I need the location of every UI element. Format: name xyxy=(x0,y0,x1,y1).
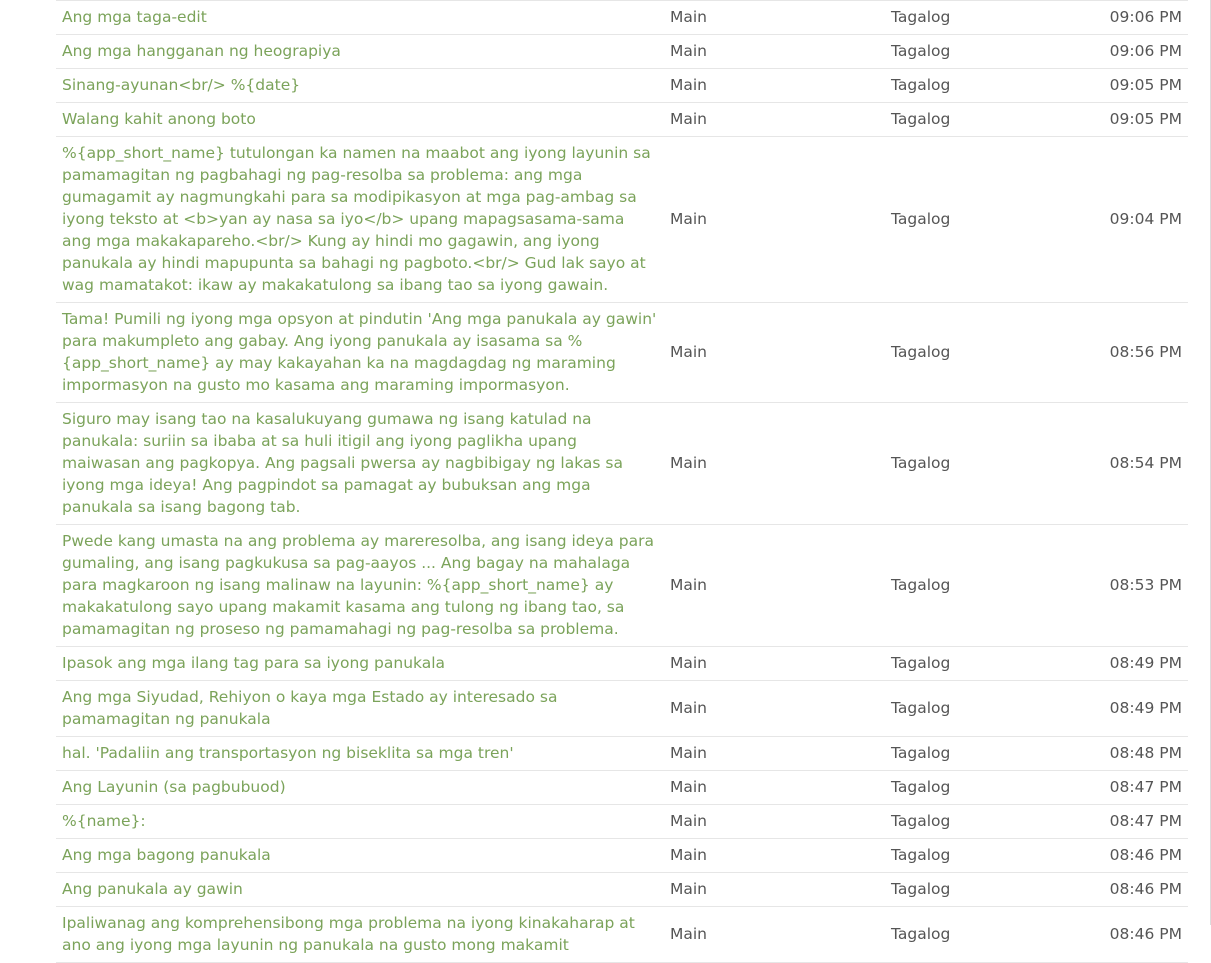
translation-text-link[interactable]: Pwede kang umasta na ang problema ay mareresolba, ang isang ideya para gumaling, ang isang pagkukusa sa pag-aayos ... Ang bagay na mahalaga para magkaroon ng isang malinaw na layunin: %{app_short_name} ay makakatulong sayo upang makamit kasama ang tulong ng ibang tao, sa pamamagitan ng proseso ng pamamahagi ng pag-resolba sa problema. xyxy=(62,532,654,638)
translation-text-link[interactable]: Ang panukala ay gawin xyxy=(62,880,243,898)
time-cell: 09:05 PM xyxy=(1049,103,1188,137)
language-cell: Tagalog xyxy=(885,403,1049,525)
source-cell: Main xyxy=(664,681,885,737)
translation-text-link[interactable]: Ipasok ang mga ilang tag para sa iyong panukala xyxy=(62,654,446,672)
time-cell: 09:05 PM xyxy=(1049,69,1188,103)
translation-text-link[interactable]: Ang mga Siyudad, Rehiyon o kaya mga Estado ay interesado sa pamamagitan ng panukala xyxy=(62,688,558,728)
source-cell: Main xyxy=(664,873,885,907)
time-cell: 08:49 PM xyxy=(1049,647,1188,681)
translation-text-link[interactable]: Sinang-ayunan<br/> %{date} xyxy=(62,76,301,94)
translation-text-link[interactable]: Ang mga bagong panukala xyxy=(62,846,271,864)
time-cell: 08:49 PM xyxy=(1049,681,1188,737)
table-row xyxy=(56,805,1188,839)
translation-text-cell xyxy=(56,1,664,35)
source-cell: Main xyxy=(664,303,885,403)
table-row xyxy=(56,1,1188,35)
translation-text-cell xyxy=(56,137,664,303)
source-cell: Main xyxy=(664,805,885,839)
table-row xyxy=(56,69,1188,103)
time-cell: 08:47 PM xyxy=(1049,771,1188,805)
translation-text-link[interactable]: Siguro may isang tao na kasalukuyang gumawa ng isang katulad na panukala: suriin sa ibaba at sa huli itigil ang iyong paglikha upang maiwasan ang pagkopya. Ang pagsali pwersa ay nagbibigay ng lakas sa iyong mga ideya! Ang pagpindot sa pamagat ay bubuksan ang mga panukala sa isang bagong tab. xyxy=(62,410,624,516)
translation-text-cell xyxy=(56,647,664,681)
table-row xyxy=(56,647,1188,681)
source-cell: Main xyxy=(664,737,885,771)
language-cell: Tagalog xyxy=(885,771,1049,805)
source-cell: Main xyxy=(664,839,885,873)
translation-text-link[interactable]: %{name}: xyxy=(62,812,146,830)
time-cell: 08:47 PM xyxy=(1049,805,1188,839)
language-cell: Tagalog xyxy=(885,737,1049,771)
table-row xyxy=(56,35,1188,69)
time-cell: 08:46 PM xyxy=(1049,873,1188,907)
translation-text-cell xyxy=(56,771,664,805)
language-cell: Tagalog xyxy=(885,69,1049,103)
language-cell: Tagalog xyxy=(885,103,1049,137)
time-cell: 08:56 PM xyxy=(1049,303,1188,403)
source-cell: Main xyxy=(664,403,885,525)
translations-table xyxy=(56,0,1188,963)
language-cell: Tagalog xyxy=(885,303,1049,403)
translation-text-link[interactable]: %{app_short_name} tutulongan ka namen na maabot ang iyong layunin sa pamamagitan ng pagbahagi ng pag-resolba sa problema: ang mga gumagamit ay nagmungkahi para sa modipikasyon at mga pag-ambag sa iyong teksto at <b>yan ay nasa sa iyo</b> upang mapagsasama-sama ang mga makakapareho.<br/> Kung ay hindi mo gagawin, ang iyong panukala ay hindi mapupunta sa bahagi ng pagboto.<br/> Gud lak sayo at wag mamatakot: ikaw ay makakatulong sa ibang tao sa iyong gawain. xyxy=(62,144,651,294)
translation-text-cell xyxy=(56,35,664,69)
source-cell: Main xyxy=(664,1,885,35)
time-cell: 08:54 PM xyxy=(1049,403,1188,525)
translation-text-cell xyxy=(56,839,664,873)
time-cell: 09:06 PM xyxy=(1049,35,1188,69)
language-cell: Tagalog xyxy=(885,137,1049,303)
table-row xyxy=(56,839,1188,873)
translations-table-body xyxy=(56,1,1188,963)
translation-text-cell xyxy=(56,403,664,525)
translation-text-cell xyxy=(56,907,664,963)
source-cell: Main xyxy=(664,103,885,137)
language-cell: Tagalog xyxy=(885,839,1049,873)
translation-text-link[interactable]: Ang Layunin (sa pagbubuod) xyxy=(62,778,286,796)
source-cell: Main xyxy=(664,771,885,805)
table-row xyxy=(56,771,1188,805)
table-row xyxy=(56,737,1188,771)
language-cell: Tagalog xyxy=(885,1,1049,35)
source-cell: Main xyxy=(664,35,885,69)
table-row xyxy=(56,907,1188,963)
translation-text-cell xyxy=(56,681,664,737)
table-row xyxy=(56,403,1188,525)
table-row xyxy=(56,873,1188,907)
source-cell: Main xyxy=(664,137,885,303)
translation-text-link[interactable]: hal. 'Padaliin ang transportasyon ng biseklita sa mga tren' xyxy=(62,744,514,762)
translation-text-cell xyxy=(56,103,664,137)
translation-text-link[interactable]: Ang mga hangganan ng heograpiya xyxy=(62,42,341,60)
translation-text-link[interactable]: Walang kahit anong boto xyxy=(62,110,256,128)
time-cell: 08:46 PM xyxy=(1049,907,1188,963)
language-cell: Tagalog xyxy=(885,647,1049,681)
language-cell: Tagalog xyxy=(885,805,1049,839)
language-cell: Tagalog xyxy=(885,681,1049,737)
time-cell: 08:48 PM xyxy=(1049,737,1188,771)
table-row xyxy=(56,681,1188,737)
time-cell: 09:04 PM xyxy=(1049,137,1188,303)
source-cell: Main xyxy=(664,69,885,103)
language-cell: Tagalog xyxy=(885,873,1049,907)
translation-text-cell xyxy=(56,303,664,403)
source-cell: Main xyxy=(664,907,885,963)
language-cell: Tagalog xyxy=(885,525,1049,647)
time-cell: 08:46 PM xyxy=(1049,839,1188,873)
translation-text-cell xyxy=(56,525,664,647)
translation-text-cell xyxy=(56,737,664,771)
language-cell: Tagalog xyxy=(885,907,1049,963)
translation-text-link[interactable]: Tama! Pumili ng iyong mga opsyon at pindutin 'Ang mga panukala ay gawin' para makumpleto ang gabay. Ang iyong panukala ay isasama sa %{app_short_name} ay may kakayahan ka na magdagdag ng maraming impormasyon na gusto mo kasama ang maraming impormasyon. xyxy=(62,310,657,394)
table-row xyxy=(56,303,1188,403)
translation-text-cell xyxy=(56,69,664,103)
language-cell: Tagalog xyxy=(885,35,1049,69)
table-row xyxy=(56,137,1188,303)
translation-text-cell xyxy=(56,805,664,839)
source-cell: Main xyxy=(664,647,885,681)
translation-text-cell xyxy=(56,873,664,907)
translation-text-link[interactable]: Ipaliwanag ang komprehensibong mga problema na iyong kinakaharap at ano ang iyong mga layunin ng panukala na gusto mong makamit xyxy=(62,914,635,954)
translations-table-container xyxy=(56,0,1182,963)
table-row xyxy=(56,525,1188,647)
translation-text-link[interactable]: Ang mga taga-edit xyxy=(62,8,207,26)
table-row xyxy=(56,103,1188,137)
time-cell: 08:53 PM xyxy=(1049,525,1188,647)
source-cell: Main xyxy=(664,525,885,647)
time-cell: 09:06 PM xyxy=(1049,1,1188,35)
